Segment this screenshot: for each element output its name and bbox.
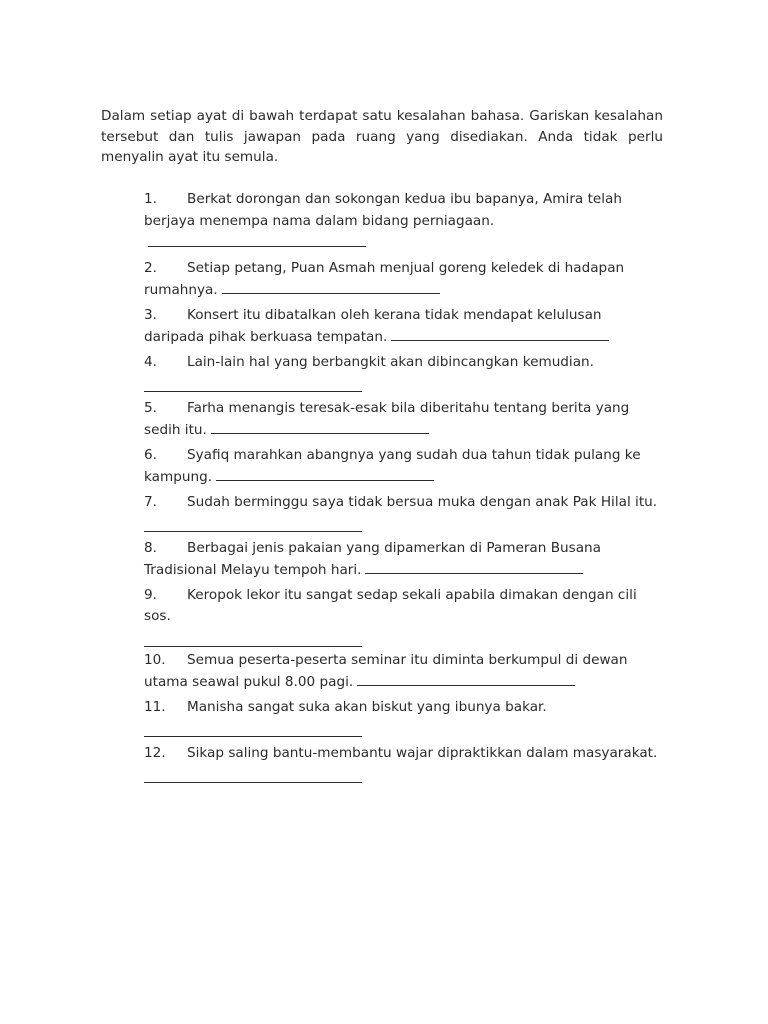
question-text: Setiap petang, Puan Asmah menjual goreng keledek di hadapan rumahnya. (144, 259, 625, 298)
question-item (144, 585, 664, 647)
answer-line[interactable] (211, 419, 429, 434)
question-number: 6. (144, 446, 157, 463)
answer-line[interactable] (365, 559, 583, 574)
question-number: 11. (144, 698, 166, 715)
answer-line[interactable] (357, 671, 575, 686)
question-item (144, 697, 664, 740)
question-item (144, 305, 664, 349)
question-item (144, 189, 664, 255)
question-number: 2. (144, 259, 157, 276)
question-item (144, 650, 664, 694)
answer-line[interactable] (222, 279, 440, 294)
question-item (144, 743, 664, 786)
question-item (144, 538, 664, 582)
question-text: Berkat dorongan dan sokongan kedua ibu bapanya, Amira telah berjaya menempa nama dalam bidang perniagaan. (144, 191, 622, 229)
question-number: 9. (144, 586, 157, 603)
question-text: Farha menangis teresak-esak bila diberitahu tentang berita yang sedih itu. (144, 399, 630, 438)
instructions-paragraph: Dalam setiap ayat di bawah terdapat satu kesalahan bahasa. Gariskan kesalahan tersebut dan tulis jawapan pada ruang yang disediakan. Anda tidak perlu menyalin ayat itu semula. (101, 108, 663, 165)
question-list (144, 189, 664, 789)
question-number: 1. (144, 191, 157, 207)
question-item (144, 492, 664, 535)
question-number: 12. (144, 744, 166, 761)
question-item (144, 258, 664, 302)
question-item (144, 398, 664, 442)
question-text: Manisha sangat suka akan biskut yang ibunya bakar. (187, 698, 547, 715)
question-text: Konsert itu dibatalkan oleh kerana tidak mendapat kelulusan daripada pihak berkuasa tempatan. (144, 306, 602, 345)
question-number: 10. (144, 651, 166, 668)
answer-line[interactable] (144, 768, 362, 783)
question-text: Sudah berminggu saya tidak bersua muka dengan anak Pak Hilal itu. (187, 493, 658, 510)
question-text: Keropok lekor itu sangat sedap sekali apabila dimakan dengan cili sos. (144, 586, 637, 624)
question-number: 8. (144, 539, 157, 556)
answer-line[interactable] (144, 377, 362, 392)
question-text: Lain-lain hal yang berbangkit akan dibincangkan kemudian. (187, 353, 594, 370)
question-text: Syafiq marahkan abangnya yang sudah dua tahun tidak pulang ke kampung. (144, 446, 641, 485)
answer-line[interactable] (391, 326, 609, 341)
question-number: 3. (144, 306, 157, 323)
question-item (144, 352, 664, 395)
answer-line[interactable] (216, 466, 434, 481)
question-number: 7. (144, 493, 157, 510)
question-number: 5. (144, 399, 157, 416)
question-text: Semua peserta-peserta seminar itu diminta berkumpul di dewan utama seawal pukul 8.00 pagi. (144, 651, 628, 690)
question-number: 4. (144, 353, 157, 370)
question-text: Sikap saling bantu-membantu wajar dipraktikkan dalam masyarakat. (187, 744, 658, 761)
question-text: Berbagai jenis pakaian yang dipamerkan di Pameran Busana Tradisional Melayu tempoh hari. (144, 539, 601, 578)
answer-line[interactable] (144, 632, 362, 647)
answer-line[interactable] (144, 517, 362, 532)
answer-line[interactable] (144, 722, 362, 737)
answer-line[interactable] (148, 232, 366, 247)
question-item (144, 445, 664, 489)
